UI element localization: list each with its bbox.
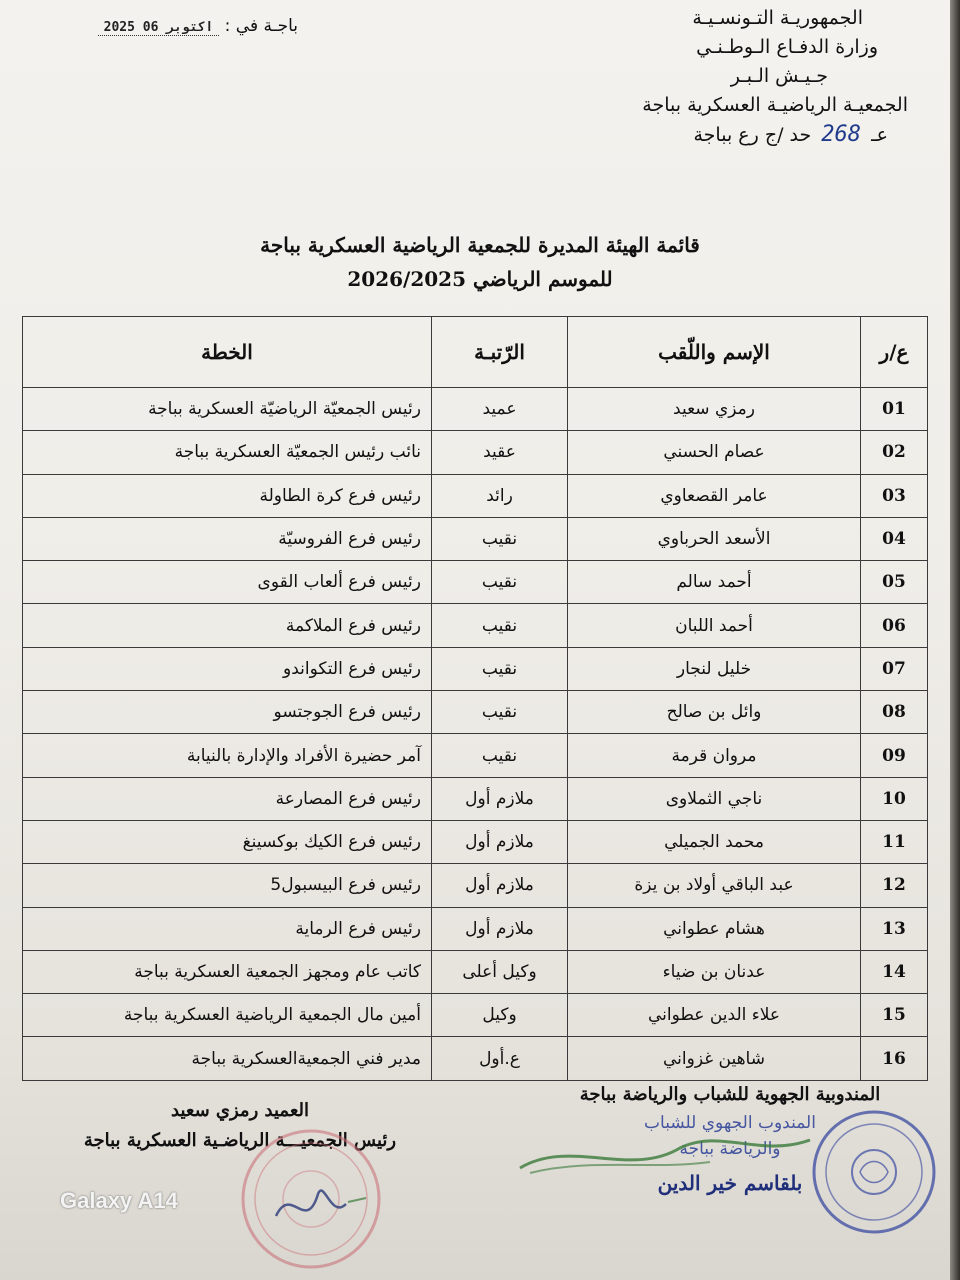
header-name: الإسم واللّقب: [568, 317, 861, 388]
cell-name: وائل بن صالح: [568, 691, 861, 734]
cell-rank: نقيب: [432, 604, 568, 647]
cell-num: 05: [861, 561, 928, 604]
cell-role: رئيس فرع الجوجتسو: [23, 691, 432, 734]
letterhead-ministry: وزارة الدفـاع الـوطـنـي: [696, 36, 878, 58]
reference-number: [488, 120, 908, 150]
cell-role: رئيس فرع المصارعة: [23, 777, 432, 820]
table-row: [23, 388, 928, 431]
cell-rank: عميد: [432, 388, 568, 431]
document-title: [120, 228, 840, 296]
cell-role: نائب رئيس الجمعيّة العسكرية بباجة: [23, 431, 432, 474]
cell-rank: ملازم أول: [432, 864, 568, 907]
cell-num: 10: [861, 777, 928, 820]
cell-name: شاهين غزواني: [568, 1037, 861, 1080]
president-title: رئيس الجمعيـــة الرياضـية العسكرية بباجة: [83, 1130, 397, 1151]
cell-rank: نقيب: [432, 647, 568, 690]
title-line-1: قائمة الهيئة المديرة للجمعية الرياضية العسكرية بباجة: [260, 233, 700, 257]
president-name: العميد رمزي سعيد: [171, 1100, 309, 1121]
cell-num: 02: [861, 431, 928, 474]
title-line-2: للموسم الرياضي 2026/2025: [347, 267, 613, 291]
cell-num: 06: [861, 604, 928, 647]
cell-num: 16: [861, 1037, 928, 1080]
header-role: الخطة: [23, 317, 432, 388]
table-row: [23, 474, 928, 517]
cell-rank: ملازم أول: [432, 820, 568, 863]
camera-watermark: Galaxy A14: [60, 1188, 178, 1213]
cell-rank: نقيب: [432, 691, 568, 734]
cell-name: هشام عطواني: [568, 907, 861, 950]
cell-num: 08: [861, 691, 928, 734]
stamp-line-1: المندوب الجهوي للشباب: [644, 1113, 816, 1133]
cell-num: 07: [861, 647, 928, 690]
cell-rank: وكيل أعلى: [432, 950, 568, 993]
table-row: [23, 561, 928, 604]
cell-role: رئيس فرع الملاكمة: [23, 604, 432, 647]
cell-role: رئيس فرع التكواندو: [23, 647, 432, 690]
cell-rank: ملازم أول: [432, 777, 568, 820]
cell-name: علاء الدين عطواني: [568, 994, 861, 1037]
cell-name: أحمد اللبان: [568, 604, 861, 647]
green-signature-stroke: [510, 1118, 830, 1188]
reference-suffix: حد /ج رع بباجة: [693, 124, 812, 146]
page-edge-shadow: [950, 0, 960, 1280]
cell-name: مروان قرمة: [568, 734, 861, 777]
table-row: [23, 820, 928, 863]
cell-role: رئيس فرع ألعاب القوى: [23, 561, 432, 604]
cell-name: عصام الحسني: [568, 431, 861, 474]
cell-name: الأسعد الحرباوي: [568, 517, 861, 560]
table-row: [23, 647, 928, 690]
cell-num: 15: [861, 994, 928, 1037]
table-header-row: [23, 317, 928, 388]
cell-rank: رائد: [432, 474, 568, 517]
table-row: [23, 1037, 928, 1080]
header-rank: الرّتبـة: [432, 317, 568, 388]
cell-rank: ع.أول: [432, 1037, 568, 1080]
table-row: [23, 431, 928, 474]
cell-num: 04: [861, 517, 928, 560]
cell-name: عامر القصعاوي: [568, 474, 861, 517]
cell-rank: ملازم أول: [432, 907, 568, 950]
cell-rank: عقيد: [432, 431, 568, 474]
date-stamp: 2025 اكتوبر 06: [98, 20, 220, 36]
cell-role: آمر حضيرة الأفراد والإدارة بالنيابة: [23, 734, 432, 777]
cell-role: رئيس فرع الفروسيّة: [23, 517, 432, 560]
cell-num: 01: [861, 388, 928, 431]
cell-num: 13: [861, 907, 928, 950]
cell-num: 12: [861, 864, 928, 907]
cell-num: 09: [861, 734, 928, 777]
cell-rank: وكيل: [432, 994, 568, 1037]
stamp-signatory-name: بلقاسم خير الدين: [657, 1171, 803, 1195]
cell-role: رئيس فرع كرة الطاولة: [23, 474, 432, 517]
table-row: [23, 864, 928, 907]
reference-value: 268: [821, 122, 862, 147]
cell-num: 03: [861, 474, 928, 517]
table-body: [23, 388, 928, 1081]
cell-role: رئيس فرع الكيك بوكسينغ: [23, 820, 432, 863]
letterhead: [488, 4, 908, 150]
reference-prefix: عـ: [871, 124, 888, 146]
cell-name: أحمد سالم: [568, 561, 861, 604]
blue-seal-stamp: [808, 1106, 940, 1238]
cell-name: رمزي سعيد: [568, 388, 861, 431]
cell-role: رئيس الجمعيّة الرياضيّة العسكرية بباجة: [23, 388, 432, 431]
cell-role: رئيس فرع البيسبول5: [23, 864, 432, 907]
cell-name: ناجي الثملاوى: [568, 777, 861, 820]
date-line: [48, 16, 298, 36]
cell-rank: نقيب: [432, 517, 568, 560]
table-row: [23, 777, 928, 820]
cell-rank: نقيب: [432, 561, 568, 604]
cell-num: 14: [861, 950, 928, 993]
cell-name: عبد الباقي أولاد بن يزة: [568, 864, 861, 907]
table-row: [23, 994, 928, 1037]
cell-num: 11: [861, 820, 928, 863]
cell-name: محمد الجميلي: [568, 820, 861, 863]
board-members-table: [22, 316, 928, 1081]
table-row: [23, 950, 928, 993]
header-num: ع/ر: [861, 317, 928, 388]
stamp-line-2: والرياضة بباجة: [679, 1139, 781, 1159]
cell-role: رئيس فرع الرماية: [23, 907, 432, 950]
cell-role: كاتب عام ومجهز الجمعية العسكرية بباجة: [23, 950, 432, 993]
table-row: [23, 691, 928, 734]
authority-name: المندوبية الجهوية للشباب والرياضة بباجة: [579, 1084, 881, 1105]
cell-name: عدنان بن ضياء: [568, 950, 861, 993]
cell-role: أمين مال الجمعية الرياضية العسكرية بباجة: [23, 994, 432, 1037]
table-row: [23, 517, 928, 560]
cell-role: مدير فني الجمعيةالعسكرية بباجة: [23, 1037, 432, 1080]
table-row: [23, 604, 928, 647]
date-label: باجـة في :: [224, 16, 298, 36]
letterhead-army: جـيـش الـبـر: [730, 65, 828, 87]
letterhead-republic: الجمهوريـة التـونسـيـة: [692, 7, 863, 29]
table-row: [23, 734, 928, 777]
letterhead-association: الجمعيـة الرياضيـة العسكرية بباجة: [642, 94, 908, 116]
table-row: [23, 907, 928, 950]
red-seal-stamp: [236, 1124, 386, 1274]
cell-rank: نقيب: [432, 734, 568, 777]
cell-name: خليل لنجار: [568, 647, 861, 690]
